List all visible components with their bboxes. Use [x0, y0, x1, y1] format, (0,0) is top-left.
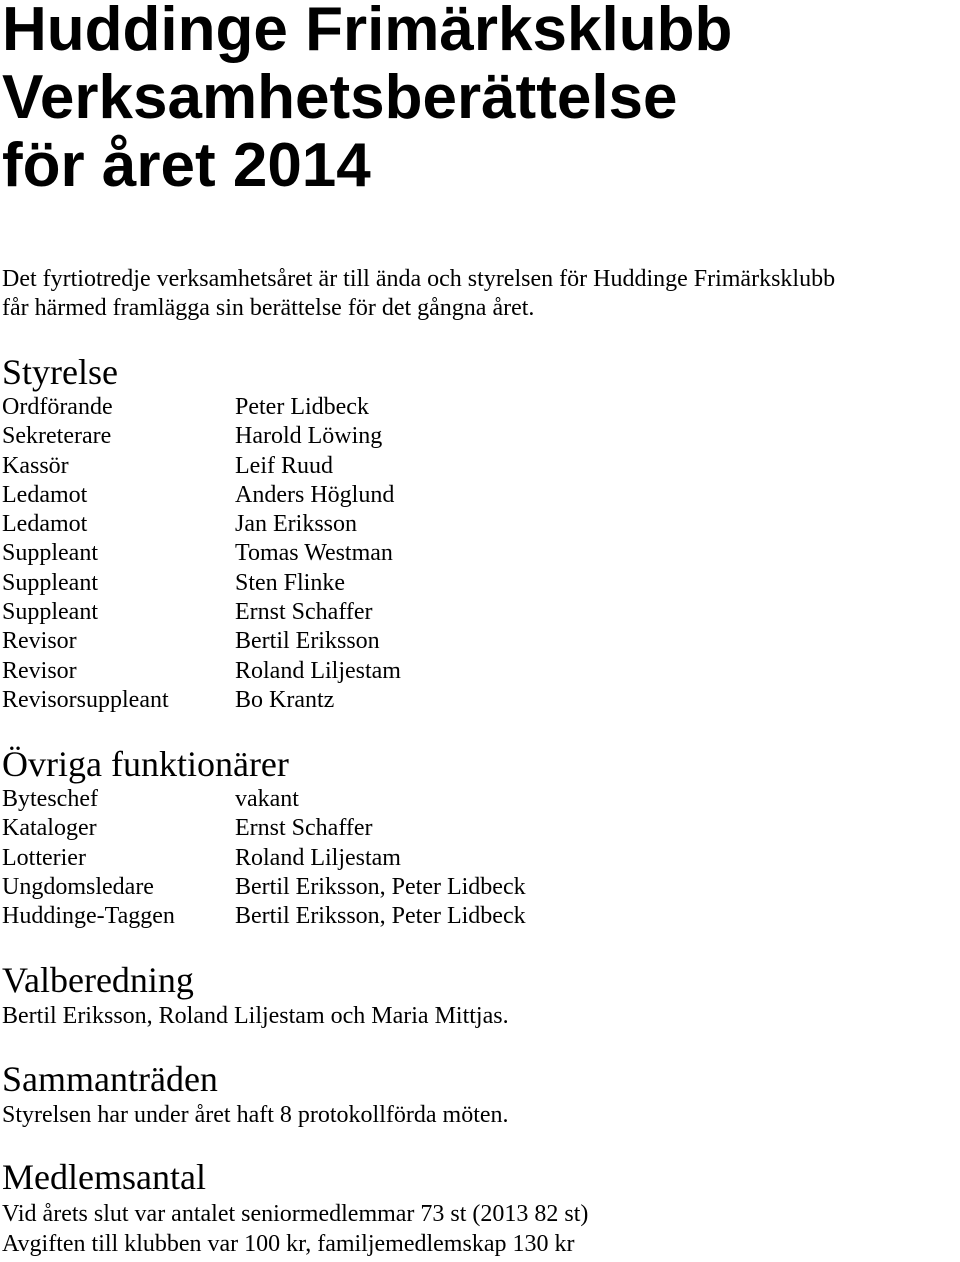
- valberedning-heading: Valberedning: [2, 960, 194, 1000]
- intro-line-2: får härmed framlägga sin berättelse för det gångna året.: [2, 295, 535, 321]
- role-row: [2, 844, 526, 873]
- person-name: Leif Ruud: [235, 452, 333, 479]
- role-row: [2, 686, 401, 715]
- role-label: Suppleant: [2, 569, 98, 596]
- person-name: Jan Eriksson: [235, 511, 357, 538]
- role-label: Ungdomsledare: [2, 873, 154, 900]
- person-name: Tomas Westman: [235, 540, 393, 567]
- title-line-2: Verksamhetsberättelse: [2, 63, 678, 132]
- sammantraden-heading: Sammanträden: [2, 1059, 218, 1099]
- medlemsantal-line-2: Avgiften till klubben var 100 kr, familjemedlemskap 130 kr: [2, 1231, 575, 1257]
- role-label: Ledamot: [2, 511, 88, 538]
- person-name: Ernst Schaffer: [235, 815, 373, 842]
- role-row: [2, 657, 401, 686]
- person-name: Roland Liljestam: [235, 657, 401, 684]
- role-label: Suppleant: [2, 540, 98, 567]
- person-name: Harold Löwing: [235, 423, 383, 450]
- role-row: [2, 539, 401, 568]
- intro-paragraph: [2, 265, 835, 323]
- role-label: Revisor: [2, 628, 77, 655]
- role-label: Lotterier: [2, 844, 86, 871]
- person-name: Ernst Schaffer: [235, 599, 373, 626]
- role-label: Ledamot: [2, 481, 88, 508]
- role-label: Byteschef: [2, 786, 98, 812]
- person-name: Anders Höglund: [235, 481, 395, 508]
- intro-line-1: Det fyrtiotredje verksamhetsåret är till ända och styrelsen för Huddinge Frimärksklubb: [2, 266, 836, 292]
- role-row: [2, 598, 401, 627]
- role-row: [2, 873, 526, 902]
- role-row: [2, 902, 526, 931]
- person-name: Bertil Eriksson, Peter Lidbeck: [235, 903, 526, 930]
- role-label: Sekreterare: [2, 423, 112, 450]
- person-name: Sten Flinke: [235, 569, 346, 596]
- valberedning-text: Bertil Eriksson, Roland Liljestam och Maria Mittjas.: [2, 1003, 509, 1029]
- person-name: Roland Liljestam: [235, 844, 401, 871]
- role-label: Ordförande: [2, 394, 113, 420]
- medlemsantal-text: [2, 1199, 588, 1259]
- role-row: [2, 785, 526, 814]
- role-label: Huddinge-Taggen: [2, 903, 175, 930]
- role-label: Kassör: [2, 452, 69, 479]
- ovriga-list: [2, 785, 526, 931]
- person-name: Bertil Eriksson, Peter Lidbeck: [235, 873, 526, 900]
- styrelse-heading: Styrelse: [2, 352, 118, 392]
- person-name: Bo Krantz: [235, 686, 335, 713]
- role-row: [2, 481, 401, 510]
- document-title: [2, 0, 732, 200]
- role-label: Kataloger: [2, 815, 97, 842]
- role-row: [2, 393, 401, 422]
- ovriga-heading: Övriga funktionärer: [2, 744, 289, 784]
- sammantraden-text: Styrelsen har under året haft 8 protokollförda möten.: [2, 1102, 509, 1128]
- title-line-3: för året 2014: [2, 131, 371, 200]
- role-row: [2, 422, 401, 451]
- medlemsantal-line-1: Vid årets slut var antalet seniormedlemmar 73 st (2013 82 st): [2, 1201, 589, 1227]
- styrelse-list: [2, 393, 401, 715]
- medlemsantal-heading: Medlemsantal: [2, 1157, 206, 1197]
- title-line-1: Huddinge Frimärksklubb: [2, 0, 733, 64]
- person-name: Bertil Eriksson: [235, 628, 380, 655]
- role-row: [2, 510, 401, 539]
- role-row: [2, 627, 401, 656]
- role-row: [2, 569, 401, 598]
- role-label: Revisorsuppleant: [2, 686, 169, 713]
- role-label: Revisor: [2, 657, 77, 684]
- role-row: [2, 814, 526, 843]
- person-name: vakant: [235, 786, 299, 812]
- role-label: Suppleant: [2, 599, 98, 626]
- role-row: [2, 452, 401, 481]
- person-name: Peter Lidbeck: [235, 394, 369, 420]
